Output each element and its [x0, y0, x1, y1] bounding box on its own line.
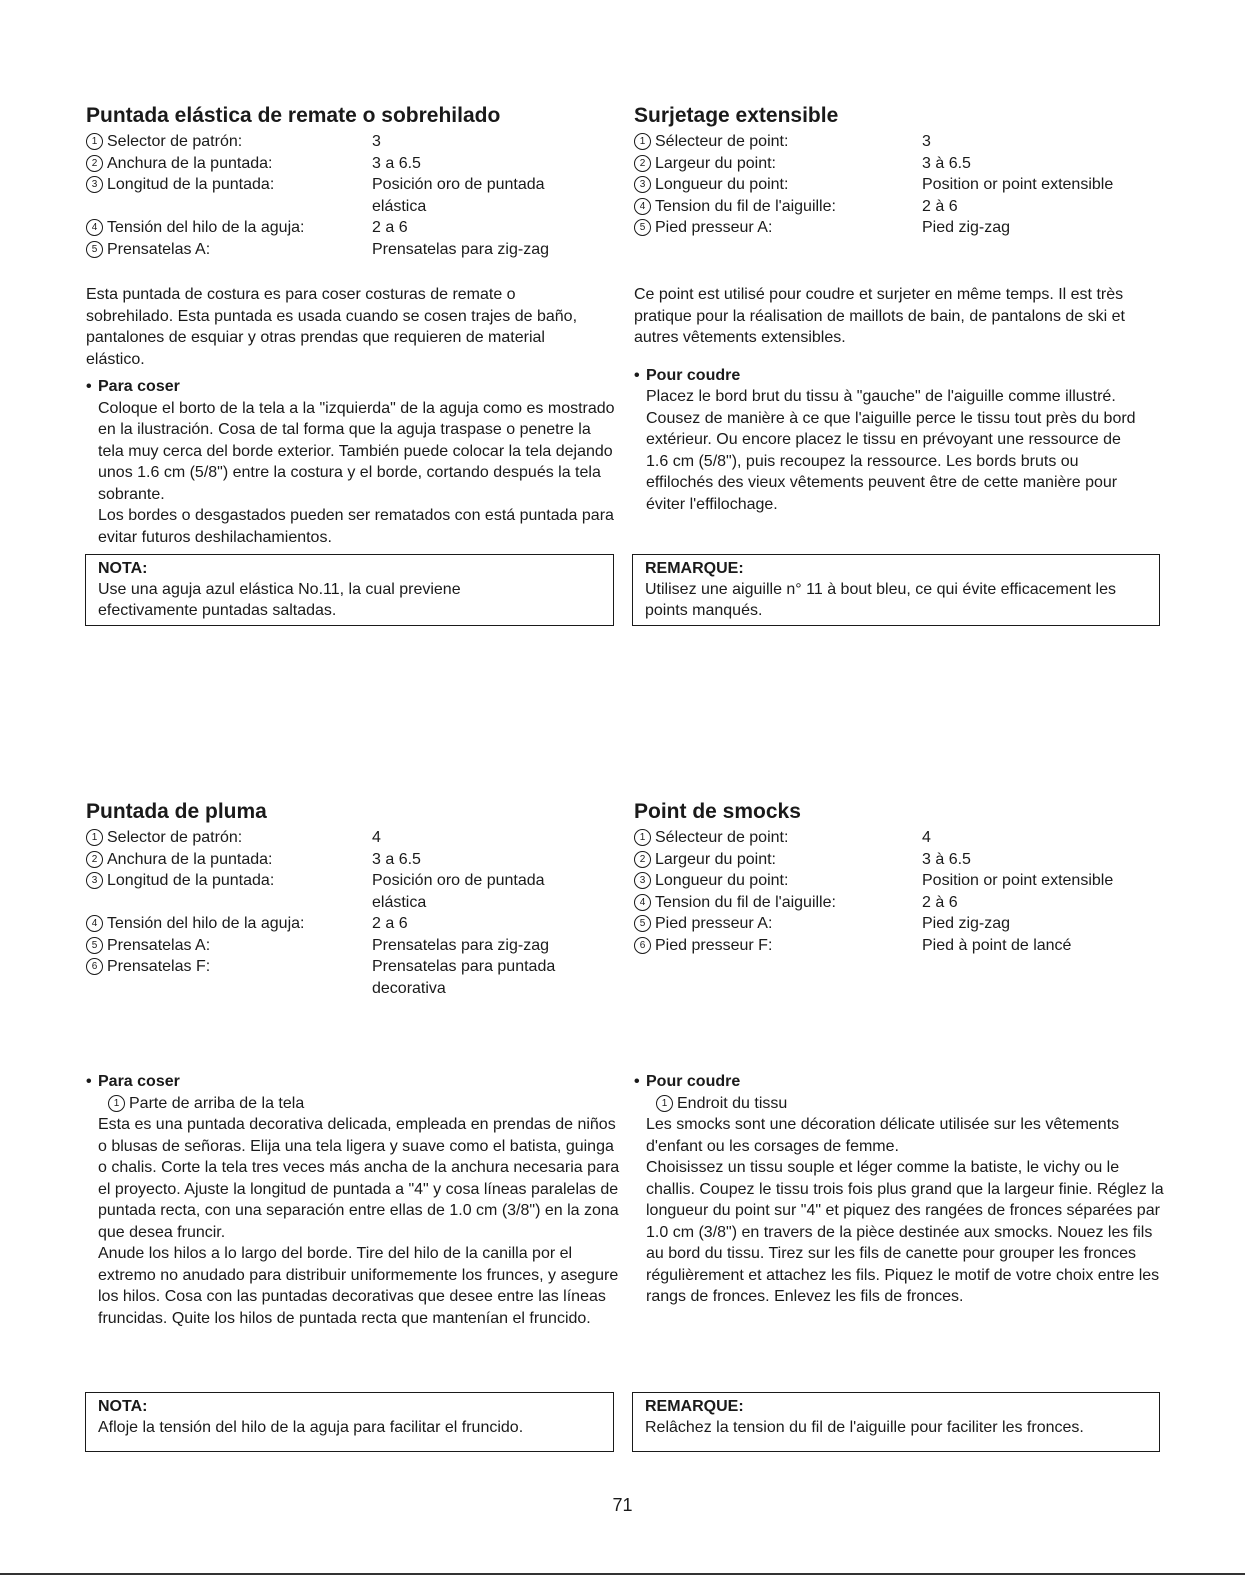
setting-value: Pied à point de lancé	[922, 936, 1072, 954]
setting-value: Position or point extensible	[922, 872, 1114, 889]
bullet-label: Pour coudre	[646, 366, 741, 384]
setting-label-wrap	[86, 239, 372, 261]
part-label-text: Parte de arriba de la tela	[129, 1094, 305, 1112]
setting-row	[634, 849, 1168, 871]
settings-list	[634, 131, 1168, 239]
setting-value: 4	[922, 829, 931, 846]
bullet-dot: •	[86, 1073, 92, 1090]
note-title: NOTA:	[98, 1398, 148, 1415]
section-smocking-fr	[634, 800, 1168, 956]
section-title: Puntada elástica de remate o sobrehilado	[86, 104, 501, 127]
setting-value: Pied zig-zag	[922, 915, 1011, 932]
settings-list	[634, 827, 1168, 956]
setting-row	[86, 217, 620, 239]
instructions-paragraph-2: Choisissez un tissu souple et léger comme la batiste, le vichy ou le challis. Coupez le tissu trois fois plus grand que la largeur finie. Réglez la longueur du point sur "4" et piquez des rangées de fronces séparées par 1.0 cm (3/8") en travers de la pièce destinée aux smocks. Nouez les fils au bord du tissu. Tirez sur les fils de canette pour grouper les fronces régulièrement et attachez les fils. Piquez le motif de votre choix entre les rangs de fronces. Enlevez les fils de fronces.	[646, 1159, 1164, 1305]
part-label	[86, 1093, 620, 1115]
setting-label: Sélecteur de point:	[655, 829, 789, 846]
instructions-paragraph: Les smocks sont une décoration délicate utilisée sur les vêtements d'enfant ou les corsages de femme.	[646, 1116, 1120, 1155]
setting-label-wrap	[634, 217, 922, 239]
setting-value: 3 a 6.5	[372, 154, 421, 172]
setting-value: 3	[922, 133, 931, 150]
callout-number: 4	[86, 219, 103, 236]
setting-label: Tensión del hilo de la aguja:	[107, 219, 305, 236]
setting-value: 2 a 6	[372, 915, 408, 932]
note-box	[632, 554, 1160, 626]
setting-label: Prensatelas A:	[107, 936, 211, 954]
setting-label: Longitud de la puntada:	[107, 176, 275, 193]
bullet-dot: •	[634, 1073, 640, 1090]
callout-number: 2	[634, 155, 651, 172]
setting-row	[86, 935, 620, 957]
note-title: REMARQUE:	[645, 1398, 744, 1415]
instructions-paragraph: Esta es una puntada decorativa delicada, empleada en prendas de niños o blusas de señoras. Elija una tela ligera y suave como el batista, guinga o chalis. Corte la tela tres veces más ancha de la anchura necesaria para el proyecto. Ajuste la longitud de puntada a "4" y cosa líneas paralelas de puntada recta, con una separación entre ellas de 1.0 cm (3/8") en la zona que desea fruncir.	[98, 1116, 620, 1241]
section-title: Surjetage extensible	[634, 104, 839, 127]
note-title: REMARQUE:	[645, 560, 744, 577]
setting-label-wrap	[634, 196, 922, 218]
setting-label: Longueur du point:	[655, 176, 789, 193]
setting-label-wrap	[634, 870, 922, 892]
section-feather-es	[86, 800, 620, 999]
setting-label-wrap	[634, 131, 922, 153]
instructions-paragraph: Coloque el borto de la tela a la "izquierda" de la aguja como es mostrado en la ilustración. Cosa de tal forma que la aguja traspase o penetre la tela muy cerca del borde exterior. También puede colocar la tela dejando unos 1.6 cm (5/8") entre la costura y el borde, cortando después la tela sobrante.	[98, 399, 615, 503]
section-overlock-fr	[634, 104, 1168, 239]
setting-value: 3 à 6.5	[922, 850, 971, 868]
setting-row	[634, 913, 1168, 935]
setting-label: Selector de patrón:	[107, 133, 243, 150]
section-overlock-es	[86, 104, 620, 260]
bullet-label: Pour coudre	[646, 1073, 741, 1090]
bullet-dot: •	[86, 378, 92, 395]
callout-number: 3	[634, 872, 651, 889]
setting-label-wrap	[634, 827, 922, 849]
setting-row	[86, 913, 620, 935]
callout-number: 5	[86, 937, 103, 954]
note-box	[85, 554, 614, 626]
intro-paragraph: Ce point est utilisé pour coudre et surjeter en même temps. Il est très pratique pour la réalisation de maillots de bain, de pantalons de ski et autres vêtements extensibles.	[634, 286, 1125, 346]
setting-value: Prensatelas para zig-zag	[372, 240, 549, 258]
note-title: NOTA:	[98, 560, 148, 577]
setting-label: Tensión del hilo de la aguja:	[107, 915, 305, 932]
setting-value: Posición oro de puntada elástica	[372, 872, 545, 911]
callout-number: 5	[634, 219, 651, 236]
setting-label-wrap	[86, 870, 372, 913]
setting-label-wrap	[634, 153, 922, 175]
bullet-heading	[634, 1071, 1168, 1093]
note-text: Relâchez la tension du fil de l'aiguille pour faciliter les fronces.	[645, 1419, 1084, 1436]
bullet-heading	[634, 365, 1168, 387]
callout-number: 1	[634, 133, 651, 150]
callout-number: 2	[86, 851, 103, 868]
instructions-paragraph: Placez le bord brut du tissu à "gauche" de l'aiguille comme illustré. Cousez de manière à ce que l'aiguille perce le tissu tout près du bord extérieur. Ou encore placez le tissu en prévoyant une ressource de 1.6 cm (5/8"), puis recoupez la ressource. Les bords bruts ou effilochés des vieux vêtements peuvent être de cette manière pour éviter l'effilochage.	[646, 388, 1136, 513]
setting-label-wrap	[86, 217, 372, 239]
callout-number: 3	[86, 872, 103, 889]
setting-label: Largeur du point:	[655, 154, 776, 172]
note-text: Afloje la tensión del hilo de la aguja para facilitar el fruncido.	[98, 1419, 524, 1436]
note-box	[632, 1392, 1160, 1452]
setting-label: Tension du fil de l'aiguille:	[655, 893, 836, 911]
callout-number: 1	[86, 829, 103, 846]
setting-value: 3	[372, 133, 381, 150]
setting-value: 2 à 6	[922, 197, 958, 215]
section-body-overlock-fr	[634, 284, 1168, 515]
setting-label-wrap	[86, 935, 372, 957]
setting-label: Pied presseur F:	[655, 936, 773, 954]
setting-row	[86, 131, 620, 153]
bullet-label: Para coser	[98, 378, 180, 395]
section-body-feather-es	[86, 1071, 620, 1329]
setting-row	[634, 935, 1168, 957]
setting-value: 3 a 6.5	[372, 850, 421, 868]
setting-label: Selector de patrón:	[107, 829, 243, 846]
setting-row	[634, 892, 1168, 914]
callout-number: 5	[634, 915, 651, 932]
setting-label-wrap	[86, 174, 372, 217]
setting-label-wrap	[86, 913, 372, 935]
setting-label-wrap	[86, 131, 372, 153]
setting-row	[634, 131, 1168, 153]
setting-value: 2 à 6	[922, 893, 958, 911]
section-body-smocking-fr	[634, 1071, 1168, 1308]
section-title: Puntada de pluma	[86, 800, 267, 823]
setting-label: Largeur du point:	[655, 850, 776, 868]
callout-number: 1	[656, 1095, 673, 1112]
callout-number: 4	[634, 894, 651, 911]
setting-row	[634, 827, 1168, 849]
callout-number: 4	[634, 198, 651, 215]
bottom-divider	[0, 1573, 1245, 1575]
setting-value: 4	[372, 829, 381, 846]
setting-label: Prensatelas F:	[107, 958, 211, 975]
settings-list	[86, 131, 620, 260]
setting-label-wrap	[634, 913, 922, 935]
setting-value: 2 a 6	[372, 219, 408, 236]
setting-row	[634, 870, 1168, 892]
setting-row	[86, 827, 620, 849]
setting-value: 3 à 6.5	[922, 154, 971, 172]
setting-row	[634, 174, 1168, 196]
callout-number: 2	[634, 851, 651, 868]
page-number: 71	[612, 1495, 633, 1515]
setting-row	[86, 956, 620, 999]
setting-label-wrap	[634, 849, 922, 871]
setting-label: Sélecteur de point:	[655, 133, 789, 150]
callout-number: 6	[86, 958, 103, 975]
setting-label-wrap	[86, 827, 372, 849]
bullet-heading	[86, 1071, 620, 1093]
setting-row	[86, 870, 620, 913]
setting-label-wrap	[634, 935, 922, 957]
callout-number: 2	[86, 155, 103, 172]
setting-label: Pied presseur A:	[655, 915, 773, 932]
bullet-dot: •	[634, 366, 640, 384]
settings-list	[86, 827, 620, 999]
setting-row	[86, 849, 620, 871]
note-text: Use una aguja azul elástica No.11, la cual previene efectivamente puntadas saltadas.	[98, 581, 461, 619]
setting-label: Tension du fil de l'aiguille:	[655, 197, 836, 215]
setting-label-wrap	[634, 892, 922, 914]
section-body-overlock-es	[86, 284, 620, 548]
setting-value: Position or point extensible	[922, 176, 1114, 193]
callout-number: 1	[108, 1095, 125, 1112]
setting-label-wrap	[86, 153, 372, 175]
setting-label: Anchura de la puntada:	[107, 850, 273, 868]
setting-row	[634, 196, 1168, 218]
intro-paragraph: Esta puntada de costura es para coser costuras de remate o sobrehilado. Esta puntada es usada cuando se cosen trajes de baño, pantalones de esquiar y otras prendas que requieren de material elástico.	[86, 286, 578, 368]
part-label	[634, 1093, 1168, 1115]
setting-label-wrap	[86, 956, 372, 999]
setting-row	[634, 153, 1168, 175]
callout-number: 6	[634, 937, 651, 954]
setting-value: Prensatelas para zig-zag	[372, 936, 549, 954]
setting-row	[86, 153, 620, 175]
setting-row	[86, 174, 620, 217]
callout-number: 1	[86, 133, 103, 150]
note-text: Utilisez une aiguille n° 11 à bout bleu, ce qui évite efficacement les points manqués.	[645, 581, 1116, 619]
setting-row	[634, 217, 1168, 239]
setting-label: Anchura de la puntada:	[107, 154, 273, 172]
note-box	[85, 1392, 614, 1452]
setting-label: Longitud de la puntada:	[107, 872, 275, 889]
setting-label-wrap	[86, 849, 372, 871]
setting-label-wrap	[634, 174, 922, 196]
instructions-paragraph-2: Anude los hilos a lo largo del borde. Tire del hilo de la canilla por el extremo no anudado para distribuir uniformemente los frunces, y asegure los hilos. Cosa con las puntadas decorativas que desee entre las líneas fruncidas. Quite los hilos de puntada recta que mantenían el fruncido.	[98, 1245, 619, 1327]
callout-number: 3	[86, 176, 103, 193]
setting-label: Pied presseur A:	[655, 219, 773, 236]
setting-value: Pied zig-zag	[922, 219, 1011, 236]
callout-number: 3	[634, 176, 651, 193]
setting-label: Longueur du point:	[655, 872, 789, 889]
callout-number: 1	[634, 829, 651, 846]
callout-number: 5	[86, 241, 103, 258]
section-title: Point de smocks	[634, 800, 801, 823]
instructions-paragraph-2: Los bordes o desgastados pueden ser rematados con está puntada para evitar futuros deshilachamientos.	[98, 507, 614, 546]
part-label-text: Endroit du tissu	[677, 1094, 788, 1112]
setting-value: Posición oro de puntada elástica	[372, 176, 545, 215]
callout-number: 4	[86, 915, 103, 932]
setting-value: Prensatelas para puntada decorativa	[372, 958, 556, 997]
bullet-label: Para coser	[98, 1073, 180, 1090]
bullet-heading	[86, 376, 620, 398]
setting-row	[86, 239, 620, 261]
setting-label: Prensatelas A:	[107, 240, 211, 258]
